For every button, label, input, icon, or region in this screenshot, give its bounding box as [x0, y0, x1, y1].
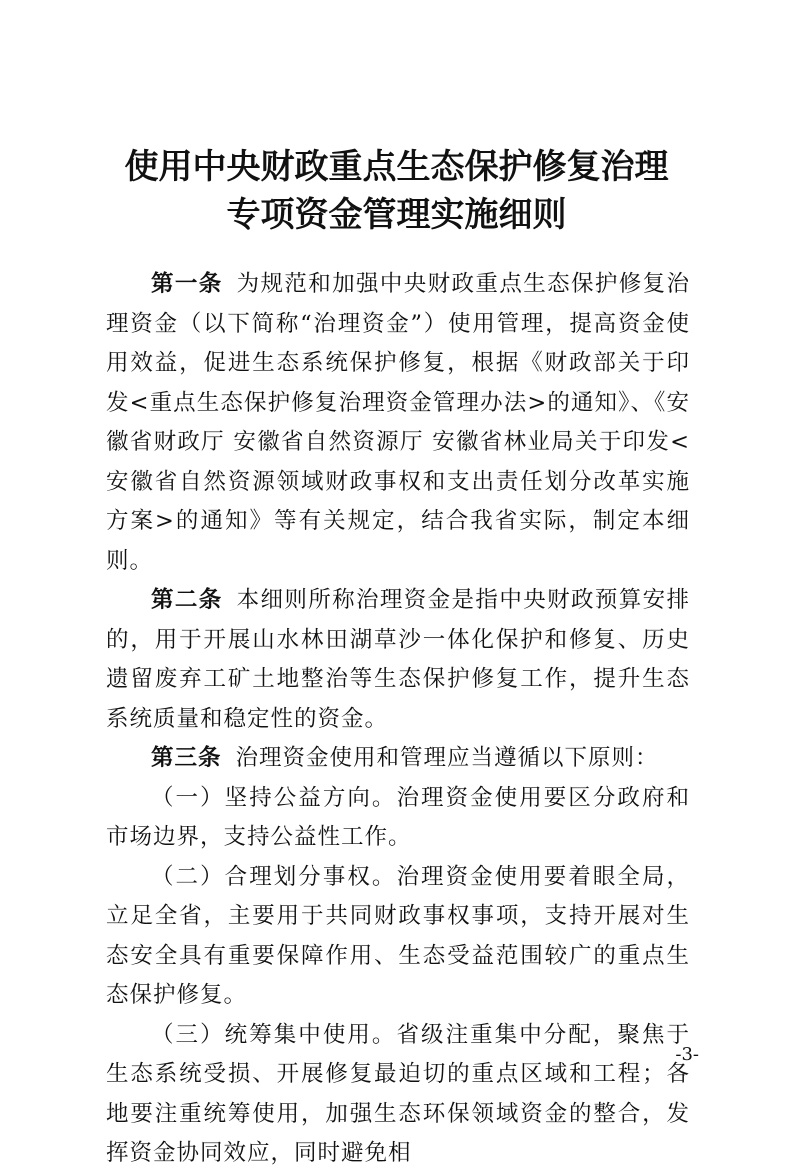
document-title-line1: 使用中央财政重点生态保护修复治理	[124, 147, 669, 187]
document-body	[106, 265, 690, 1174]
paragraph-text: 为规范和加强中央财政重点生态保护修复治理资金（以下简称“治理资金”）使用管理，提高资金使用效益，促进生态系统保护修复，根据《财政部关于印发<重点生态保护修复治理资金管理办法>的通知》、《安徽省财政厅 安徽省自然资源厅 安徽省林业局关于印发<安徽省自然资源领域财政事权和支出责任划分改革实施方案>的通知》等有关规定，结合我省实际，制定本细则。	[106, 271, 690, 574]
paragraph-item-3	[106, 1016, 690, 1174]
paragraph-text: （二）合理划分事权。治理资金使用要着眼全局，立足全省，主要用于共同财政事权事项，支持开展对生态安全具有重要保障作用、生态受益范围较广的重点生态保护修复。	[106, 863, 690, 1008]
article-label: 第三条	[151, 745, 222, 771]
article-label: 第一条	[151, 271, 223, 297]
paragraph-article-2	[106, 581, 690, 739]
article-label: 第二条	[151, 587, 223, 613]
document-title-line2: 专项资金管理实施细则	[226, 195, 567, 235]
paragraph-item-1	[106, 779, 690, 858]
paragraph-article-3	[106, 739, 690, 779]
paragraph-text: 本细则所称治理资金是指中央财政预算安排的，用于开展山水林田湖草沙一体化保护和修复、历史遗留废弃工矿土地整治等生态保护修复工作，提升生态系统质量和稳定性的资金。	[106, 587, 690, 732]
paragraph-item-2	[106, 858, 690, 1016]
page-number: -3-	[675, 1044, 699, 1065]
paragraph-text: （三）统筹集中使用。省级注重集中分配，聚焦于生态系统受损、开展修复最迫切的重点区域和工程；各地要注重统筹使用，加强生态环保领域资金的整合，发挥资金协同效应，同时避免相	[106, 1021, 690, 1166]
paragraph-text: 治理资金使用和管理应当遵循以下原则：	[235, 745, 659, 771]
paragraph-article-1	[106, 265, 690, 581]
paragraph-text: （一）坚持公益方向。治理资金使用要区分政府和市场边界，支持公益性工作。	[106, 784, 690, 850]
